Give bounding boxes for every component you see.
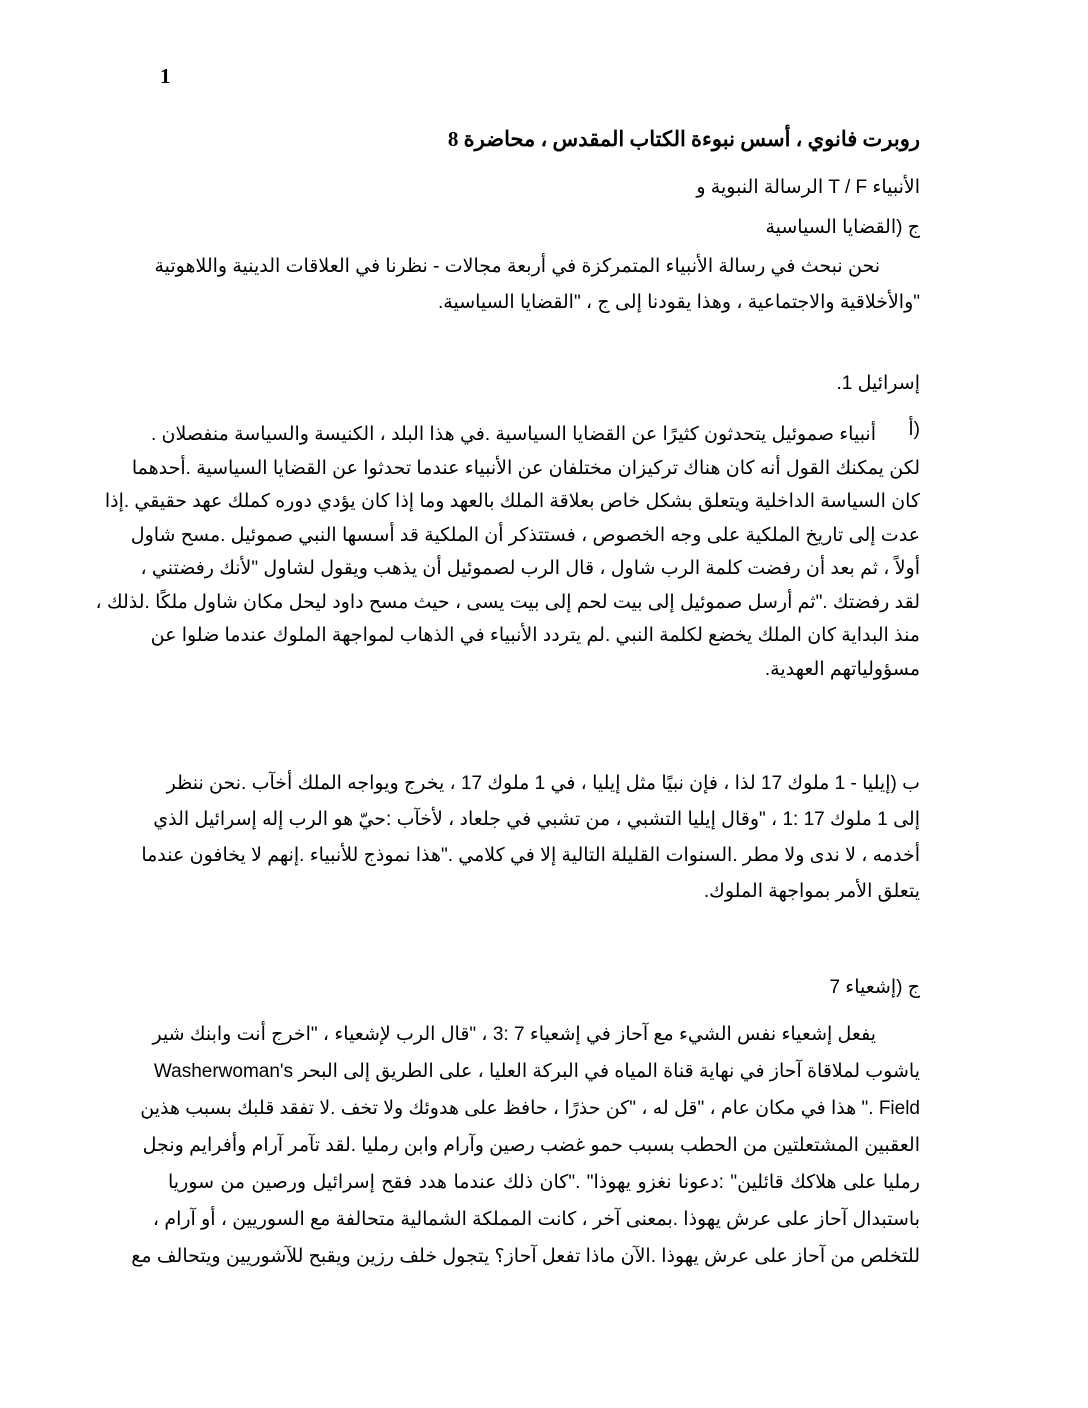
section-b-line: يتعلق الأمر بمواجهة الملوك. xyxy=(703,881,920,902)
section-a-line: عدت إلى تاريخ الملكية على وجه الخصوص ، فستتذكر أن الملكية قد أسسها النبي صموئيل .مسح شاول xyxy=(130,524,920,546)
lecture-title: روبرت فانوي ، أسس نبوءة الكتاب المقدس ، محاضرة 8 xyxy=(447,127,920,151)
section-c-line: باستبدال آحاز على عرش يهوذا .بمعنى آخر ، كانت المملكة الشمالية متحالفة مع السوريين ، أو آرام ، xyxy=(152,1209,920,1230)
page-number: 1 xyxy=(160,64,171,88)
section-b-line: ب (إيليا - 1 ملوك 17 لذا ، فإن نبيًا مثل إيليا ، في 1 ملوك 17 ، يخرج ويواجه الملك أخآب .نحن ننظر xyxy=(166,773,920,794)
section-b-line: أخدمه ، لا ندى ولا مطر .السنوات القليلة التالية إلا في كلامي ."هذا نموذج للأنبياء .إنهم لا يخافون عندما xyxy=(141,845,920,866)
section-a-label: (أ xyxy=(908,419,920,440)
intro-line: نحن نبحث في رسالة الأنبياء المتمركزة في أربعة مجالات - نظرنا في العلاقات الدينية واللاهوتية xyxy=(154,256,880,277)
intro-line: "والأخلاقية والاجتماعية ، وهذا يقودنا إلى ج ، "القضايا السياسية. xyxy=(438,292,920,313)
section-a-line: أنبياء صموئيل يتحدثون كثيرًا عن القضايا السياسية .في هذا البلد ، الكنيسة والسياسة منفصلان . xyxy=(150,424,876,445)
section-a-line: مسؤولياتهم العهدية. xyxy=(764,658,920,680)
section-a-line: لقد رفضتك ."ثم أرسل صموئيل إلى بيت لحم إلى بيت يسى ، حيث مسح داود ليحل مكان شاول ملكًا .لذلك ، xyxy=(95,591,920,613)
subtitle: الأنبياء T / F الرسالة النبوية و xyxy=(696,177,920,198)
section-a-line: لكن يمكنك القول أنه كان هناك تركيزان مختلفان عن الأنبياء عندما تحدثوا عن القضايا السياسية .أحدهما xyxy=(131,457,920,479)
section-c-line: رمليا على هلاكك قائلين" :دعونا نغزو يهوذا" ."كان ذلك عندما هدد فقح إسرائيل ورصين من سوريا xyxy=(168,1172,920,1193)
intro-paragraph xyxy=(154,252,920,318)
section-c-heading: ج (القضايا السياسية xyxy=(765,217,920,238)
section-c-line: للتخلص من آحاز على عرش يهوذا .الآن ماذا تفعل آحاز؟ يتجول خلف رزين ويقبح للآشوريين ويتحالف مع xyxy=(131,1246,920,1267)
section-b-line: إلى 1 ملوك 17 :1 ، "وقال إيليا التشبي ، من تشبي في جلعاد ، لأخآب :حيّ هو الرب إله إسرائيل الذي xyxy=(153,809,920,830)
section-b-paragraph xyxy=(141,766,920,910)
section-a-line: أولاً ، ثم بعد أن رفضت كلمة الرب شاول ، قال الرب لصموئيل أن يذهب ويقول لشاول "لأنك رفضتني ، xyxy=(140,558,920,579)
israel-heading: إسرائيل 1. xyxy=(836,373,920,394)
section-c-line: العقبين المشتعلتين من الحطب بسبب حمو غضب رصين وآرام وابن رمليا .لقد تآمر آرام وأفرايم ونجل xyxy=(142,1135,920,1156)
section-c-line: يفعل إشعياء نفس الشيء مع آحاز في إشعياء 7 :3 ، "قال الرب لإشعياء ، "اخرج أنت وابنك شير xyxy=(152,1024,876,1045)
section-a-line: كان السياسة الداخلية ويتعلق بشكل خاص بعلاقة الملك بالعهد وما إذا كان يؤدي دوره كملك عهد حقيقي .إذا xyxy=(104,491,920,512)
section-c-line: ياشوب لملاقاة آحاز في نهاية قناة المياه في البركة العليا ، على الطريق إلى البحر Washerwoman's xyxy=(153,1061,920,1082)
section-a-line: منذ البداية كان الملك يخضع لكلمة النبي .لم يتردد الأنبياء في الذهاب لمواجهة الملوك عندما ضلوا عن xyxy=(150,625,920,646)
section-a-paragraph xyxy=(95,418,920,686)
isaiah-heading: ج (إشعياء 7 xyxy=(829,977,920,998)
section-c-paragraph xyxy=(131,1016,920,1275)
section-c-line: Field ." هذا في مكان عام ، "قل له ، "كن حذرًا ، حافظ على هدوئك ولا تخف .لا تفقد قلبك بسبب هذين xyxy=(140,1098,920,1119)
